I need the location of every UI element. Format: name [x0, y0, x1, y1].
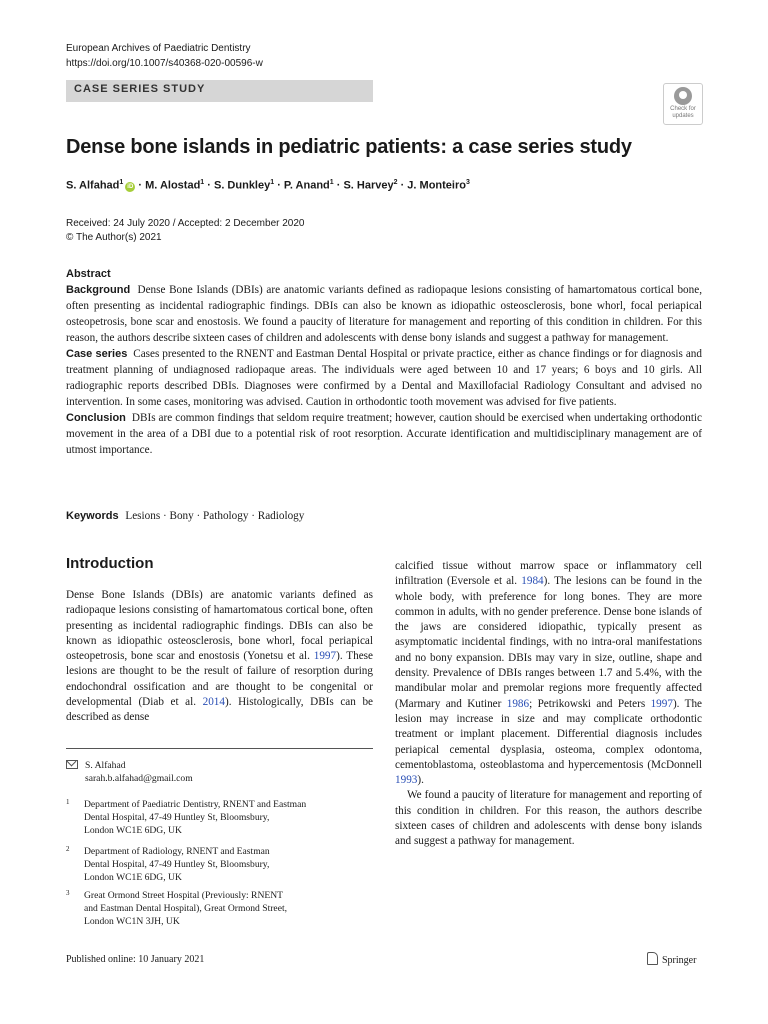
abstract-heading: Abstract [66, 268, 111, 280]
background-heading: Background [66, 284, 131, 296]
affiliation-line: Dental Hospital, 47-49 Huntley St, Bloomsbury, [84, 812, 270, 823]
author-name: P. Anand [283, 179, 330, 192]
corresponding-author: S. Alfahad [85, 760, 126, 771]
abstract-conclusion [66, 410, 702, 458]
text-run: ). These lesions are thought to be the result of failure of resorption during endochondral ossification and are thought to be congenital or developmental (Diab et al. [66, 650, 373, 709]
affiliation-line: Dental Hospital, 47-49 Huntley St, Bloomsbury, [84, 859, 270, 870]
footnote-divider [66, 748, 373, 749]
affiliation-line: London WC1N 3JH, UK [84, 916, 180, 927]
affiliation-line: Great Ormond Street Hospital (Previously: RNENT [84, 890, 284, 901]
author-aff: 1 [200, 179, 205, 186]
intro-left-column [66, 588, 373, 726]
publisher-logo [647, 952, 696, 966]
correspondence [66, 759, 193, 785]
affiliation-line: and Eastman Dental Hospital), Great Ormond Street, [84, 903, 288, 914]
article-type-banner [66, 80, 373, 102]
article-dates [66, 217, 304, 245]
background-text: Dense Bone Islands (DBIs) are anatomic variants defined as radiopaque lesions consisting of hamartomatous cortical bone, often presenting as incidental radiographic findings. DBIs can also be known as idiopathic osteosclerosis, bone whorl, focal periapical osteopetrosis, bone scar and enostosis. We found a paucity of literature for management and reporting of this condition in children. For this reason, the authors describe sixteen cases of children and adolescents with dense bony islands and suggest a pathway for management. [66, 284, 702, 344]
affiliation-line: London WC1E 6DG, UK [84, 825, 182, 836]
intro-right-column [395, 559, 702, 850]
doi-link[interactable]: https://doi.org/10.1007/s40368-020-00596-w [66, 58, 263, 69]
published-date: Published online: 10 January 2021 [66, 954, 205, 965]
abstract-case-series [66, 346, 702, 410]
received-accepted: Received: 24 July 2020 / Accepted: 2 December 2020 [66, 218, 305, 229]
citation-link[interactable]: 1997 [313, 650, 337, 663]
keywords [66, 510, 304, 522]
author-name: J. Monteiro [407, 179, 466, 192]
abstract-background [66, 282, 702, 346]
journal-name: European Archives of Paediatric Dentistry [66, 43, 251, 54]
abstract [66, 266, 702, 458]
affiliation-1 [66, 798, 366, 837]
affiliation-3 [66, 889, 366, 928]
case-series-text: Cases presented to the RNENT and Eastman Dental Hospital or private practice, either as chance findings or for diagnosis and treatment planning of undiagnosed radiopaque areas. The individuals were aged between 10 and 17 years; 6 boys and 10 girls. All radiographic reports described DBIs. Diagnoses were confirmed by a Dental and Maxillofacial Radiology Consultant and advised no intervention. In some cases, monitoring was advised. Caution in orthodontic tooth movement was advised for five patients. [66, 348, 702, 408]
author-list: S. Alfahad$^1$iD · M. Alostad$^1$ · S. Dunkley$^1$ · P. Anand$^1$ · S. Harvey$^2$ · J. Monteiro$^3$ [66, 179, 470, 192]
springer-horse-icon [647, 952, 658, 965]
author-name: M. Alostad [145, 179, 201, 192]
citation-link[interactable]: 1997 [650, 697, 673, 710]
author-aff: 2 [393, 179, 398, 186]
check-for-updates-badge[interactable] [663, 83, 703, 125]
author-name: S. Harvey [343, 179, 394, 192]
envelope-icon [66, 760, 78, 769]
conclusion-heading: Conclusion [66, 412, 126, 424]
check-updates-icon [674, 87, 692, 105]
introduction-heading: Introduction [66, 555, 154, 572]
affiliation-number: 1 [66, 798, 70, 806]
citation-link[interactable]: 1984 [521, 575, 544, 588]
text-run: ). The lesions can be found in the whole body, with preference for long bones. They are more common in adults, with no gender preference. Dense bone islands of the jaws are considered idiopathic, typically present as asymptomatic incidental findings, with no intra-oral manifestations and no bony expansion. DBIs may vary in size, outline, shape and density. Prevalence of DBIs ranges between 1.7 and 5.4%, with the mandibular molar and premolar regions more frequently affected (Marmary and Kutiner [395, 575, 702, 710]
check-updates-line1: Check for [670, 106, 696, 112]
publisher-name: Springer [662, 955, 697, 966]
case-series-heading: Case series [66, 348, 128, 360]
citation-link[interactable]: 1986 [506, 697, 530, 710]
text-run: ). [417, 774, 424, 787]
paper-title: Dense bone islands in pediatric patients: a case series study [66, 136, 632, 158]
intro-paragraph [66, 588, 373, 726]
author-aff: 1 [270, 179, 275, 186]
author-name: S. Dunkley [213, 179, 271, 192]
affiliation-line: London WC1E 6DG, UK [84, 872, 182, 883]
intro-paragraph: We found a paucity of literature for management and reporting of this condition in children. For this reason, the authors describe sixteen cases of children and adolescents with dense bony islands and suggest a pathway for management. [395, 789, 702, 848]
affiliation-line: Department of Paediatric Dentistry, RNENT and Eastman [84, 799, 307, 810]
text-run: ). Histologically, DBIs can be described as dense [66, 696, 373, 724]
keywords-heading: Keywords [66, 510, 119, 522]
check-updates-line2: updates [672, 113, 694, 119]
article-type: CASE SERIES STUDY [74, 83, 206, 95]
text-run: Dense Bone Islands (DBIs) are anatomic variants defined as radiopaque lesions consisting of hamartomatous cortical bone, often presenting as incidental radiographic findings. DBIs can also be known as idiopathic osteosclerosis, bone whorl, focal periapical osteopetrosis, bone scar and enostosis (Yonetsu et al. [66, 589, 373, 663]
intro-paragraph [395, 559, 702, 788]
affiliation-line: Department of Radiology, RNENT and Eastman [84, 846, 270, 857]
text-run: ; Petrikowski and Peters [529, 697, 651, 710]
email-link[interactable]: sarah.b.alfahad@gmail.com [85, 773, 193, 784]
text-run: ). The lesion may increase in size and may complicate orthodontic treatment or implant placement. Differential diagnosis includes periapical cemental dysplasia, osteoma, complex odontoma, cementoblastoma, osteoblastoma and hypercementosis (McDonnell [395, 697, 702, 771]
conclusion-text: DBIs are common findings that seldom require treatment; however, caution should be exercised when undertaking orthodontic movement in the area of a DBI due to a potential risk of root resorption. Accurate identification and multidisciplinary management are of utmost importance. [66, 412, 702, 456]
citation-link[interactable]: 1993 [395, 774, 418, 787]
orcid-icon[interactable]: iD [127, 183, 134, 190]
text-run: calcified tissue without marrow space or inflammatory cell infiltration (Eversole et al. [395, 560, 702, 588]
journal-header [66, 41, 263, 71]
citation-link[interactable]: 2014 [202, 696, 225, 709]
author-name: S. Alfahad [66, 179, 120, 192]
affiliation-2 [66, 845, 366, 884]
author-aff: 1 [119, 179, 124, 186]
author-aff: 1 [329, 179, 334, 186]
copyright: © The Author(s) 2021 [66, 232, 162, 243]
affiliation-number: 3 [66, 889, 70, 897]
keywords-text: Lesions · Bony · Pathology · Radiology [125, 510, 305, 522]
author-aff: 3 [465, 179, 470, 186]
affiliation-number: 2 [66, 845, 70, 853]
